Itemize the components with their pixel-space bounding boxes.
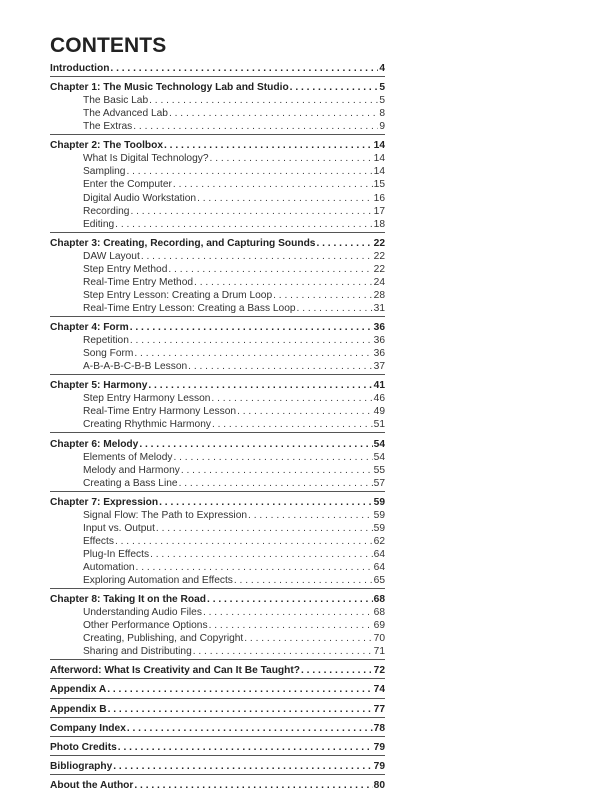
dot-leader bbox=[108, 703, 373, 716]
toc-page-number: 68 bbox=[373, 607, 385, 619]
toc-section-entry[interactable] bbox=[50, 360, 385, 373]
toc-entry-title: Exploring Automation and Effects bbox=[83, 575, 233, 587]
toc-entry-title: Real-Time Entry Method bbox=[83, 276, 194, 288]
toc-entry-title: Chapter 5: Harmony bbox=[50, 380, 148, 392]
toc-page-number: 68 bbox=[373, 594, 385, 606]
toc-section-entry[interactable] bbox=[50, 405, 385, 418]
toc-chapter-entry[interactable] bbox=[50, 760, 385, 773]
toc-page-number: 5 bbox=[379, 82, 385, 94]
dot-leader bbox=[193, 645, 373, 658]
toc-page-number: 64 bbox=[373, 548, 385, 560]
toc-chapter-entry[interactable] bbox=[50, 321, 385, 334]
toc-entry-title: Creating Rhythmic Harmony bbox=[83, 419, 211, 431]
toc-entry-title: Real-Time Entry Harmony Lesson bbox=[83, 406, 237, 418]
toc-page-number: 79 bbox=[373, 741, 385, 753]
toc-page-number: 51 bbox=[373, 419, 385, 431]
toc-chapter-entry[interactable] bbox=[50, 779, 385, 792]
toc-chapter-entry[interactable] bbox=[50, 139, 385, 152]
toc-section-entry[interactable] bbox=[50, 178, 385, 191]
toc-entry-title: Creating a Bass Line bbox=[83, 477, 178, 489]
toc-page-number: 46 bbox=[373, 393, 385, 405]
dot-leader bbox=[244, 632, 372, 645]
toc-entry-title: Other Performance Options bbox=[83, 620, 208, 632]
toc-page-number: 79 bbox=[373, 760, 385, 772]
dot-leader bbox=[141, 250, 373, 263]
toc-section-entry[interactable] bbox=[50, 645, 385, 658]
toc-entry-title: Real-Time Entry Lesson: Creating a Bass Loop bbox=[83, 302, 296, 314]
dot-leader bbox=[210, 152, 373, 165]
toc-page-number: 59 bbox=[373, 496, 385, 508]
toc-page-number: 55 bbox=[373, 464, 385, 476]
toc-page-number: 70 bbox=[373, 633, 385, 645]
toc-section-entry[interactable] bbox=[50, 606, 385, 619]
toc-entry-title: Creating, Publishing, and Copyright bbox=[83, 633, 244, 645]
toc-section-entry[interactable] bbox=[50, 334, 385, 347]
page-title: CONTENTS bbox=[50, 34, 167, 57]
toc-chapter-entry[interactable] bbox=[50, 683, 385, 696]
toc-page-number: 18 bbox=[373, 218, 385, 230]
toc-section-entry[interactable] bbox=[50, 619, 385, 632]
toc-entry-title: Chapter 2: The Toolbox bbox=[50, 140, 164, 152]
toc-entry-title: Step Entry Lesson: Creating a Drum Loop bbox=[83, 289, 273, 301]
dot-leader bbox=[209, 619, 373, 632]
dot-leader bbox=[179, 477, 373, 490]
toc-entry-title: Digital Audio Workstation bbox=[83, 192, 197, 204]
toc-entry-title: Signal Flow: The Path to Expression bbox=[83, 509, 248, 521]
toc-entry-title: The Extras bbox=[83, 121, 133, 133]
dot-leader bbox=[127, 722, 373, 735]
dot-leader bbox=[188, 360, 372, 373]
toc-page-number: 71 bbox=[373, 646, 385, 658]
dot-leader bbox=[159, 496, 373, 509]
dot-leader bbox=[156, 522, 373, 535]
dot-leader bbox=[316, 237, 372, 250]
dot-leader bbox=[234, 574, 373, 587]
toc-entry-title: Introduction bbox=[50, 63, 110, 74]
toc-page-number: 59 bbox=[373, 522, 385, 534]
toc-section-entry[interactable] bbox=[50, 392, 385, 405]
toc-page-number: 65 bbox=[373, 575, 385, 587]
toc-entry-title: Chapter 8: Taking It on the Road bbox=[50, 594, 207, 606]
dot-leader bbox=[133, 120, 378, 133]
toc-page-number: 74 bbox=[373, 684, 385, 696]
dot-leader bbox=[126, 165, 372, 178]
toc-chapter-entry[interactable] bbox=[50, 62, 385, 75]
toc-page-number: 22 bbox=[373, 237, 385, 249]
toc-entry-title: Effects bbox=[83, 535, 114, 547]
toc-page-number: 24 bbox=[373, 276, 385, 288]
toc-entry-title: Chapter 1: The Music Technology Lab and Studio bbox=[50, 82, 289, 94]
toc-entry-title: DAW Layout bbox=[83, 250, 140, 262]
dot-leader bbox=[173, 178, 373, 191]
toc-chapter-entry[interactable] bbox=[50, 237, 385, 250]
toc-section-entry[interactable] bbox=[50, 574, 385, 587]
dot-leader bbox=[139, 438, 372, 451]
toc-section-entry[interactable] bbox=[50, 218, 385, 231]
toc-page-number: 36 bbox=[373, 348, 385, 360]
toc-page-number: 28 bbox=[373, 289, 385, 301]
dot-leader bbox=[134, 779, 372, 792]
toc-page-number: 57 bbox=[373, 477, 385, 489]
toc-section-entry[interactable] bbox=[50, 347, 385, 360]
toc-page-number: 36 bbox=[373, 322, 385, 334]
toc-section-entry[interactable] bbox=[50, 192, 385, 205]
toc-page-number: 5 bbox=[379, 95, 385, 107]
dot-leader bbox=[115, 535, 373, 548]
toc-section-entry[interactable] bbox=[50, 464, 385, 477]
dot-leader bbox=[273, 289, 373, 302]
toc-entry-title: Plug-In Effects bbox=[83, 548, 150, 560]
toc-page-number: 64 bbox=[373, 561, 385, 573]
toc-entry-title: The Basic Lab bbox=[83, 95, 149, 107]
toc-chapter-entry[interactable] bbox=[50, 703, 385, 716]
dot-leader bbox=[169, 107, 378, 120]
toc-section-entry[interactable] bbox=[50, 535, 385, 548]
toc-page-number: 15 bbox=[373, 179, 385, 191]
toc-section-entry[interactable] bbox=[50, 548, 385, 561]
toc-page-number: 17 bbox=[373, 205, 385, 217]
dot-leader bbox=[211, 392, 372, 405]
dot-leader bbox=[136, 561, 373, 574]
toc-entry-title: What Is Digital Technology? bbox=[83, 153, 209, 165]
toc-section-entry[interactable] bbox=[50, 165, 385, 178]
toc-entry-title: Chapter 4: Form bbox=[50, 322, 129, 334]
toc-page-number: 54 bbox=[373, 451, 385, 463]
dot-leader bbox=[194, 276, 373, 289]
toc-section-entry[interactable] bbox=[50, 263, 385, 276]
toc-entry-title: Automation bbox=[83, 561, 135, 573]
dot-leader bbox=[203, 606, 373, 619]
toc-chapter-entry[interactable] bbox=[50, 741, 385, 754]
dot-leader bbox=[290, 81, 379, 94]
toc-page-number: 16 bbox=[373, 192, 385, 204]
toc-page-number: 80 bbox=[373, 779, 385, 791]
toc-entry-title: Editing bbox=[83, 218, 115, 230]
toc-entry-title: Step Entry Method bbox=[83, 263, 168, 275]
toc-page-number: 49 bbox=[373, 406, 385, 418]
dot-leader bbox=[212, 418, 373, 431]
dot-leader bbox=[164, 139, 373, 152]
table-of-contents bbox=[50, 62, 385, 792]
dot-leader bbox=[173, 451, 372, 464]
toc-entry-title: Understanding Audio Files bbox=[83, 607, 202, 619]
toc-entry-title: Sampling bbox=[83, 166, 126, 178]
dot-leader bbox=[110, 62, 378, 75]
toc-chapter-entry[interactable] bbox=[50, 593, 385, 606]
toc-chapter-entry[interactable] bbox=[50, 438, 385, 451]
toc-section-entry[interactable] bbox=[50, 477, 385, 490]
toc-page-number: 59 bbox=[373, 509, 385, 521]
toc-section-entry[interactable] bbox=[50, 205, 385, 218]
toc-page-number: 14 bbox=[373, 140, 385, 152]
toc-entry-title: Melody and Harmony bbox=[83, 464, 180, 476]
toc-page-number: 72 bbox=[373, 665, 385, 677]
toc-entry-title: Chapter 6: Melody bbox=[50, 438, 139, 450]
dot-leader bbox=[301, 664, 373, 677]
toc-section-entry[interactable] bbox=[50, 561, 385, 574]
toc-page-number: 69 bbox=[373, 620, 385, 632]
toc-entry-title: Chapter 3: Creating, Recording, and Capturing Sounds bbox=[50, 237, 316, 249]
toc-page-number: 14 bbox=[373, 153, 385, 165]
toc-entry-title: Repetition bbox=[83, 335, 129, 347]
toc-page-number: 37 bbox=[373, 361, 385, 373]
dot-leader bbox=[181, 464, 373, 477]
toc-section-entry[interactable] bbox=[50, 451, 385, 464]
toc-page-number: 31 bbox=[373, 302, 385, 314]
toc-section-entry[interactable] bbox=[50, 418, 385, 431]
toc-entry-title: Input vs. Output bbox=[83, 522, 155, 534]
dot-leader bbox=[148, 379, 372, 392]
dot-leader bbox=[149, 94, 378, 107]
toc-entry-title: Chapter 7: Expression bbox=[50, 496, 159, 508]
toc-entry-title: About the Author bbox=[50, 779, 134, 791]
toc-entry-title: Appendix B bbox=[50, 703, 107, 715]
toc-page-number: 9 bbox=[379, 121, 385, 133]
toc-entry-title: Afterword: What Is Creativity and Can It Be Taught? bbox=[50, 665, 300, 677]
toc-page-number: 8 bbox=[379, 108, 385, 120]
toc-section-entry[interactable] bbox=[50, 152, 385, 165]
toc-entry-title: Step Entry Harmony Lesson bbox=[83, 393, 211, 405]
toc-entry-title: The Advanced Lab bbox=[83, 108, 168, 120]
toc-section-entry[interactable] bbox=[50, 120, 385, 133]
toc-entry-title: Song Form bbox=[83, 348, 134, 360]
dot-leader bbox=[134, 347, 372, 360]
toc-page-number: 41 bbox=[373, 380, 385, 392]
dot-leader bbox=[115, 218, 373, 231]
dot-leader bbox=[113, 760, 372, 773]
toc-entry-title: Sharing and Distributing bbox=[83, 646, 192, 658]
toc-section-entry[interactable] bbox=[50, 250, 385, 263]
dot-leader bbox=[168, 263, 372, 276]
toc-page-number: 77 bbox=[373, 703, 385, 715]
dot-leader bbox=[130, 321, 373, 334]
dot-leader bbox=[150, 548, 373, 561]
toc-page-number: 4 bbox=[379, 63, 385, 74]
dot-leader bbox=[107, 683, 372, 696]
toc-chapter-entry[interactable] bbox=[50, 81, 385, 94]
toc-entry-title: Enter the Computer bbox=[83, 179, 172, 191]
dot-leader bbox=[248, 509, 373, 522]
toc-page-number: 22 bbox=[373, 250, 385, 262]
toc-section-entry[interactable] bbox=[50, 632, 385, 645]
toc-section-entry[interactable] bbox=[50, 94, 385, 107]
toc-page-number: 62 bbox=[373, 535, 385, 547]
dot-leader bbox=[130, 334, 373, 347]
toc-page-number: 54 bbox=[373, 438, 385, 450]
toc-page-number: 36 bbox=[373, 335, 385, 347]
dot-leader bbox=[197, 192, 373, 205]
toc-chapter-entry[interactable] bbox=[50, 379, 385, 392]
toc-section-entry[interactable] bbox=[50, 276, 385, 289]
dot-leader bbox=[207, 593, 373, 606]
toc-section-entry[interactable] bbox=[50, 522, 385, 535]
toc-entry-title: Company Index bbox=[50, 722, 126, 734]
toc-page-number: 14 bbox=[373, 166, 385, 178]
dot-leader bbox=[118, 741, 373, 754]
toc-entry-title: Appendix A bbox=[50, 684, 107, 696]
toc-page-number: 22 bbox=[373, 263, 385, 275]
toc-entry-title: Recording bbox=[83, 205, 130, 217]
dot-leader bbox=[237, 405, 373, 418]
toc-chapter-entry[interactable] bbox=[50, 722, 385, 735]
toc-entry-title: Photo Credits bbox=[50, 741, 117, 753]
toc-page-number: 78 bbox=[373, 722, 385, 734]
dot-leader bbox=[297, 302, 373, 315]
dot-leader bbox=[130, 205, 372, 218]
toc-entry-title: A-B-A-B-C-B-B Lesson bbox=[83, 361, 188, 373]
toc-section-entry[interactable] bbox=[50, 289, 385, 302]
toc-chapter-entry[interactable] bbox=[50, 664, 385, 677]
toc-entry-title: Bibliography bbox=[50, 760, 113, 772]
toc-section-entry[interactable] bbox=[50, 509, 385, 522]
toc-section-entry[interactable] bbox=[50, 302, 385, 315]
toc-section-entry[interactable] bbox=[50, 107, 385, 120]
toc-chapter-entry[interactable] bbox=[50, 496, 385, 509]
toc-entry-title: Elements of Melody bbox=[83, 451, 173, 463]
